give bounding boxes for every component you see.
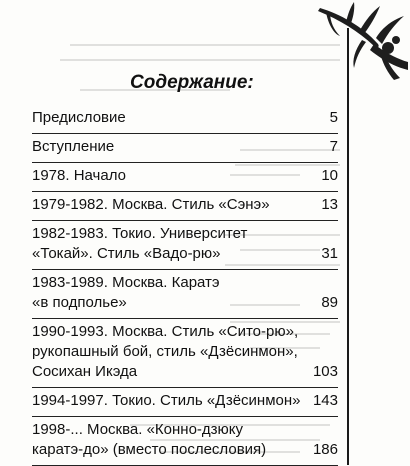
toc-entry-title: 1982-1983. Токио. Университет «Токай». Стиль «Вадо-рю» xyxy=(32,225,248,262)
toc-entry-page: 5 xyxy=(329,109,338,126)
table-of-contents xyxy=(32,106,338,466)
toc-entry-page: 31 xyxy=(321,245,338,262)
toc-entry-page: 10 xyxy=(321,167,338,184)
toc-entry xyxy=(32,319,338,388)
toc-entry xyxy=(32,388,338,417)
toc-entry-title: 1979-1982. Москва. Стиль «Сэнэ» xyxy=(32,196,270,213)
toc-entry-title: 1978. Начало xyxy=(32,167,126,184)
toc-entry-title: Вступление xyxy=(32,138,115,155)
toc-entry xyxy=(32,270,338,319)
toc-entry xyxy=(32,163,338,192)
toc-entry xyxy=(32,134,338,163)
page-title: Содержание: xyxy=(130,72,254,93)
toc-entry-page: 186 xyxy=(312,441,338,458)
toc-entry-page: 103 xyxy=(312,363,338,380)
page-margin-rule xyxy=(347,28,349,465)
toc-entry-page: 89 xyxy=(321,294,338,311)
grass-plant-illustration xyxy=(300,0,410,90)
toc-entry xyxy=(32,417,338,466)
toc-entry-title: Предисловие xyxy=(32,109,126,126)
toc-entry-title: 1990-1993. Москва. Стиль «Сито-рю», рукопашный бой, стиль «Дзёсинмон», Сосихан Икэда xyxy=(32,323,299,380)
toc-entry-page: 143 xyxy=(312,392,338,409)
toc-entry-title: 1994-1997. Токио. Стиль «Дзёсинмон» xyxy=(32,392,301,409)
toc-entry-page: 7 xyxy=(329,138,338,155)
toc-entry-title: 1998-... Москва. «Конно-дзюку каратэ-до» (вместо послесловия) xyxy=(32,421,267,458)
toc-entry xyxy=(32,106,338,134)
toc-entry xyxy=(32,221,338,270)
toc-entry xyxy=(32,192,338,221)
toc-entry-page: 13 xyxy=(321,196,338,213)
toc-entry-title: 1983-1989. Москва. Каратэ «в подполье» xyxy=(32,274,220,311)
